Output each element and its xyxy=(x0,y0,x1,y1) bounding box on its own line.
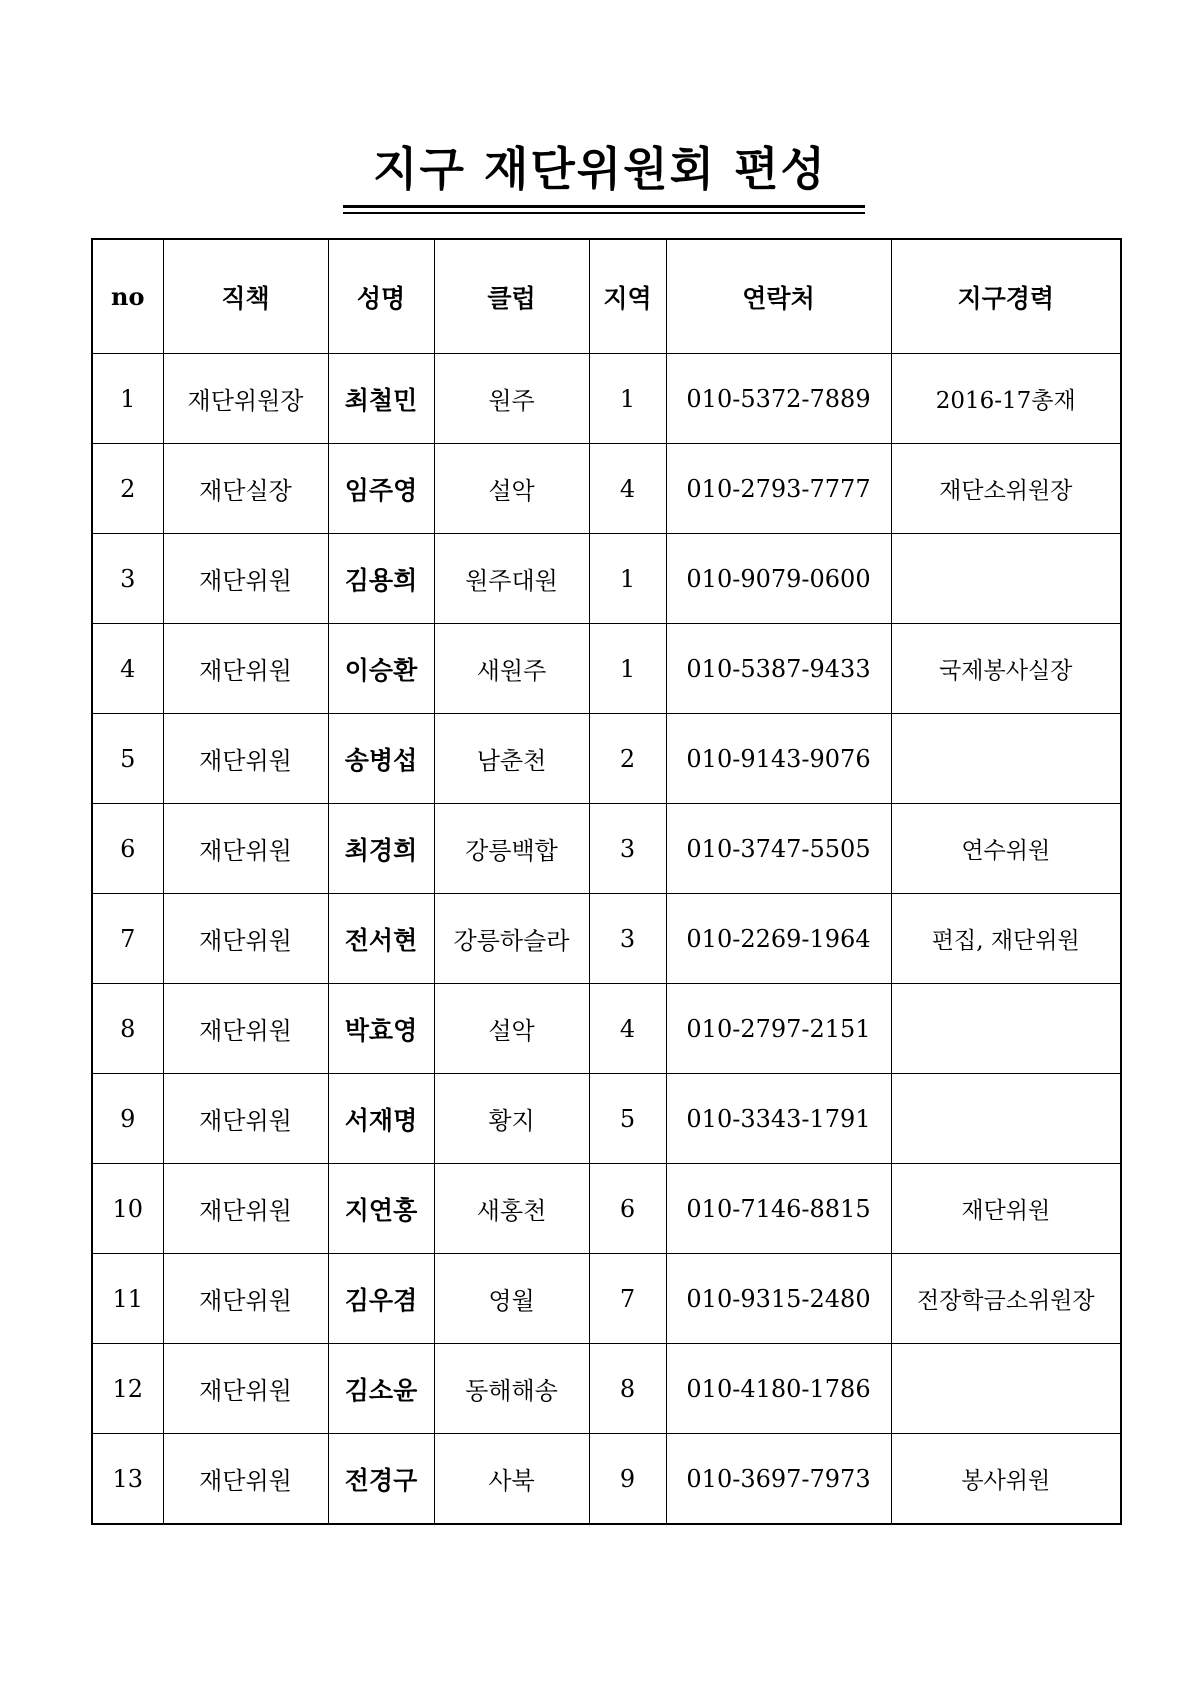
cell-region: 1 xyxy=(589,624,666,714)
cell-position: 재단위원 xyxy=(163,894,328,984)
cell-position: 재단위원 xyxy=(163,804,328,894)
cell-career: 전장학금소위원장 xyxy=(891,1254,1121,1344)
cell-career: 2016-17총재 xyxy=(891,354,1121,444)
cell-club: 황지 xyxy=(434,1074,589,1164)
table-row xyxy=(92,714,1121,804)
cell-no: 13 xyxy=(92,1434,163,1525)
cell-contact: 010-3343-1791 xyxy=(666,1074,891,1164)
cell-name: 박효영 xyxy=(328,984,434,1074)
cell-name: 김우겸 xyxy=(328,1254,434,1344)
cell-contact: 010-9079-0600 xyxy=(666,534,891,624)
cell-region: 4 xyxy=(589,444,666,534)
page-title: 지구 재단위원회 편성 xyxy=(373,142,827,196)
cell-no: 8 xyxy=(92,984,163,1074)
table-row xyxy=(92,1074,1121,1164)
cell-career xyxy=(891,1074,1121,1164)
cell-region: 2 xyxy=(589,714,666,804)
cell-career: 봉사위원 xyxy=(891,1434,1121,1525)
cell-region: 4 xyxy=(589,984,666,1074)
table-body xyxy=(92,354,1121,1525)
cell-career xyxy=(891,1344,1121,1434)
table-row xyxy=(92,894,1121,984)
cell-position: 재단실장 xyxy=(163,444,328,534)
cell-no: 5 xyxy=(92,714,163,804)
cell-career: 편집, 재단위원 xyxy=(891,894,1121,984)
cell-career: 연수위원 xyxy=(891,804,1121,894)
cell-name: 전경구 xyxy=(328,1434,434,1525)
cell-contact: 010-5372-7889 xyxy=(666,354,891,444)
table-row xyxy=(92,624,1121,714)
cell-region: 5 xyxy=(589,1074,666,1164)
cell-club: 강릉하슬라 xyxy=(434,894,589,984)
cell-no: 4 xyxy=(92,624,163,714)
cell-region: 1 xyxy=(589,534,666,624)
cell-club: 원주대원 xyxy=(434,534,589,624)
cell-club: 동해해송 xyxy=(434,1344,589,1434)
cell-club: 남춘천 xyxy=(434,714,589,804)
cell-name: 임주영 xyxy=(328,444,434,534)
committee-table xyxy=(91,238,1122,1525)
cell-region: 3 xyxy=(589,894,666,984)
cell-contact: 010-3697-7973 xyxy=(666,1434,891,1525)
cell-contact: 010-9143-9076 xyxy=(666,714,891,804)
cell-position: 재단위원 xyxy=(163,1074,328,1164)
cell-club: 영월 xyxy=(434,1254,589,1344)
table-header-row xyxy=(92,239,1121,354)
cell-region: 9 xyxy=(589,1434,666,1525)
cell-position: 재단위원 xyxy=(163,1344,328,1434)
cell-club: 설악 xyxy=(434,444,589,534)
cell-position: 재단위원 xyxy=(163,534,328,624)
table-row xyxy=(92,1254,1121,1344)
cell-no: 10 xyxy=(92,1164,163,1254)
cell-no: 3 xyxy=(92,534,163,624)
cell-club: 설악 xyxy=(434,984,589,1074)
cell-career: 재단소위원장 xyxy=(891,444,1121,534)
table-row xyxy=(92,984,1121,1074)
cell-region: 8 xyxy=(589,1344,666,1434)
cell-career xyxy=(891,984,1121,1074)
cell-name: 서재명 xyxy=(328,1074,434,1164)
header-contact: 연락처 xyxy=(666,239,891,354)
cell-name: 김소윤 xyxy=(328,1344,434,1434)
cell-name: 김용희 xyxy=(328,534,434,624)
cell-club: 새원주 xyxy=(434,624,589,714)
table-row xyxy=(92,1164,1121,1254)
table-row xyxy=(92,534,1121,624)
cell-name: 이승환 xyxy=(328,624,434,714)
cell-region: 7 xyxy=(589,1254,666,1344)
cell-no: 1 xyxy=(92,354,163,444)
header-name: 성명 xyxy=(328,239,434,354)
cell-career: 재단위원 xyxy=(891,1164,1121,1254)
title-underline-thin xyxy=(343,212,865,214)
cell-region: 6 xyxy=(589,1164,666,1254)
cell-club: 사북 xyxy=(434,1434,589,1525)
cell-name: 최철민 xyxy=(328,354,434,444)
header-no: no xyxy=(92,239,163,354)
header-club: 클럽 xyxy=(434,239,589,354)
cell-club: 강릉백합 xyxy=(434,804,589,894)
cell-no: 6 xyxy=(92,804,163,894)
title-area xyxy=(0,138,1200,204)
cell-contact: 010-9315-2480 xyxy=(666,1254,891,1344)
header-region: 지역 xyxy=(589,239,666,354)
cell-name: 전서현 xyxy=(328,894,434,984)
cell-no: 2 xyxy=(92,444,163,534)
table-row xyxy=(92,354,1121,444)
header-position: 직책 xyxy=(163,239,328,354)
cell-name: 송병섭 xyxy=(328,714,434,804)
cell-career xyxy=(891,534,1121,624)
cell-contact: 010-2793-7777 xyxy=(666,444,891,534)
cell-position: 재단위원 xyxy=(163,1434,328,1525)
cell-contact: 010-2269-1964 xyxy=(666,894,891,984)
title-underline-thick xyxy=(343,205,865,208)
cell-club: 원주 xyxy=(434,354,589,444)
cell-contact: 010-2797-2151 xyxy=(666,984,891,1074)
cell-no: 9 xyxy=(92,1074,163,1164)
cell-name: 지연홍 xyxy=(328,1164,434,1254)
cell-no: 12 xyxy=(92,1344,163,1434)
cell-career xyxy=(891,714,1121,804)
cell-contact: 010-4180-1786 xyxy=(666,1344,891,1434)
table-row xyxy=(92,1434,1121,1525)
cell-position: 재단위원 xyxy=(163,714,328,804)
cell-career: 국제봉사실장 xyxy=(891,624,1121,714)
cell-contact: 010-5387-9433 xyxy=(666,624,891,714)
cell-region: 1 xyxy=(589,354,666,444)
cell-position: 재단위원 xyxy=(163,1254,328,1344)
cell-position: 재단위원 xyxy=(163,624,328,714)
cell-no: 11 xyxy=(92,1254,163,1344)
table-row xyxy=(92,444,1121,534)
cell-position: 재단위원 xyxy=(163,984,328,1074)
cell-no: 7 xyxy=(92,894,163,984)
cell-position: 재단위원 xyxy=(163,1164,328,1254)
table-row xyxy=(92,804,1121,894)
cell-region: 3 xyxy=(589,804,666,894)
table-row xyxy=(92,1344,1121,1434)
cell-contact: 010-7146-8815 xyxy=(666,1164,891,1254)
cell-position: 재단위원장 xyxy=(163,354,328,444)
header-career: 지구경력 xyxy=(891,239,1121,354)
cell-club: 새홍천 xyxy=(434,1164,589,1254)
cell-contact: 010-3747-5505 xyxy=(666,804,891,894)
cell-name: 최경희 xyxy=(328,804,434,894)
